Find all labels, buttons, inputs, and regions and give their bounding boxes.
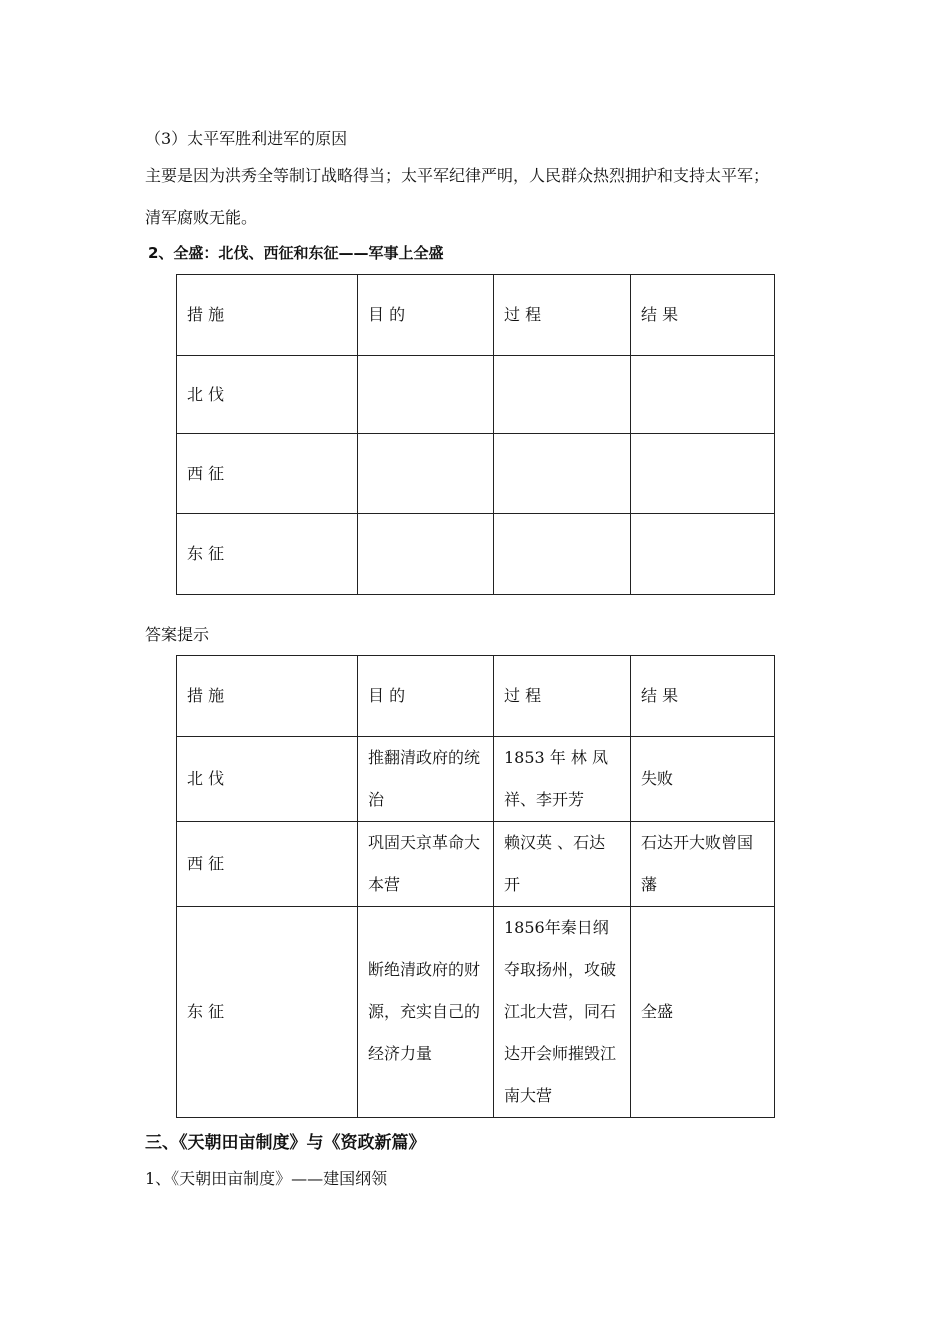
process-cell: 1853 年 林 凤 祥、李开芳 bbox=[494, 737, 631, 822]
answer-table bbox=[176, 655, 775, 1118]
table-row bbox=[177, 907, 775, 1118]
header-cell: 措 施 bbox=[177, 656, 358, 737]
purpose-cell: 巩固天京革命大本营 bbox=[358, 822, 494, 907]
subsection-heading: 1、《天朝田亩制度》——建国纲领 bbox=[145, 1169, 388, 1188]
empty-cell[interactable] bbox=[494, 434, 631, 514]
answer-hint-label: 答案提示 bbox=[145, 625, 210, 644]
reason-heading: （3）太平军胜利进军的原因 bbox=[145, 129, 348, 148]
header-cell: 目 的 bbox=[358, 275, 494, 356]
row-label: 北 伐 bbox=[177, 356, 358, 434]
header-cell: 过 程 bbox=[494, 656, 631, 737]
row-label: 西 征 bbox=[177, 434, 358, 514]
process-cell: 1856年秦日纲夺取扬州，攻破江北大营，同石达开会师摧毁江南大营 bbox=[494, 907, 631, 1118]
table-row bbox=[177, 434, 775, 514]
row-label: 北 伐 bbox=[177, 737, 358, 822]
empty-cell[interactable] bbox=[494, 356, 631, 434]
table-header-row bbox=[177, 656, 775, 737]
table-header-row bbox=[177, 275, 775, 356]
row-label: 西 征 bbox=[177, 822, 358, 907]
process-cell: 赖汉英 、石达开 bbox=[494, 822, 631, 907]
row-label: 东 征 bbox=[177, 907, 358, 1118]
result-cell: 失败 bbox=[631, 737, 775, 822]
table-row bbox=[177, 514, 775, 595]
table-row bbox=[177, 737, 775, 822]
header-cell: 目 的 bbox=[358, 656, 494, 737]
empty-cell[interactable] bbox=[358, 434, 494, 514]
empty-cell[interactable] bbox=[494, 514, 631, 595]
section-heading-2: 2、全盛：北伐、西征和东征——军事上全盛 bbox=[148, 244, 444, 262]
blank-table bbox=[176, 274, 775, 595]
section-heading-3: 三、《天朝田亩制度》与《资政新篇》 bbox=[145, 1133, 426, 1153]
header-cell: 结 果 bbox=[631, 656, 775, 737]
header-cell: 过 程 bbox=[494, 275, 631, 356]
empty-cell[interactable] bbox=[358, 356, 494, 434]
table-row bbox=[177, 356, 775, 434]
table-row bbox=[177, 822, 775, 907]
reason-text-line1: 主要是因为洪秀全等制订战略得当；太平军纪律严明，人民群众热烈拥护和支持太平军； bbox=[145, 166, 770, 185]
purpose-cell: 断绝清政府的财源，充实自己的经济力量 bbox=[358, 907, 494, 1118]
empty-cell[interactable] bbox=[631, 514, 775, 595]
reason-text-line2: 清军腐败无能。 bbox=[145, 208, 258, 227]
empty-cell[interactable] bbox=[631, 434, 775, 514]
header-cell: 措 施 bbox=[177, 275, 358, 356]
result-cell: 全盛 bbox=[631, 907, 775, 1118]
result-cell: 石达开大败曾国藩 bbox=[631, 822, 775, 907]
header-cell: 结 果 bbox=[631, 275, 775, 356]
row-label: 东 征 bbox=[177, 514, 358, 595]
purpose-cell: 推翻清政府的统治 bbox=[358, 737, 494, 822]
empty-cell[interactable] bbox=[358, 514, 494, 595]
empty-cell[interactable] bbox=[631, 356, 775, 434]
